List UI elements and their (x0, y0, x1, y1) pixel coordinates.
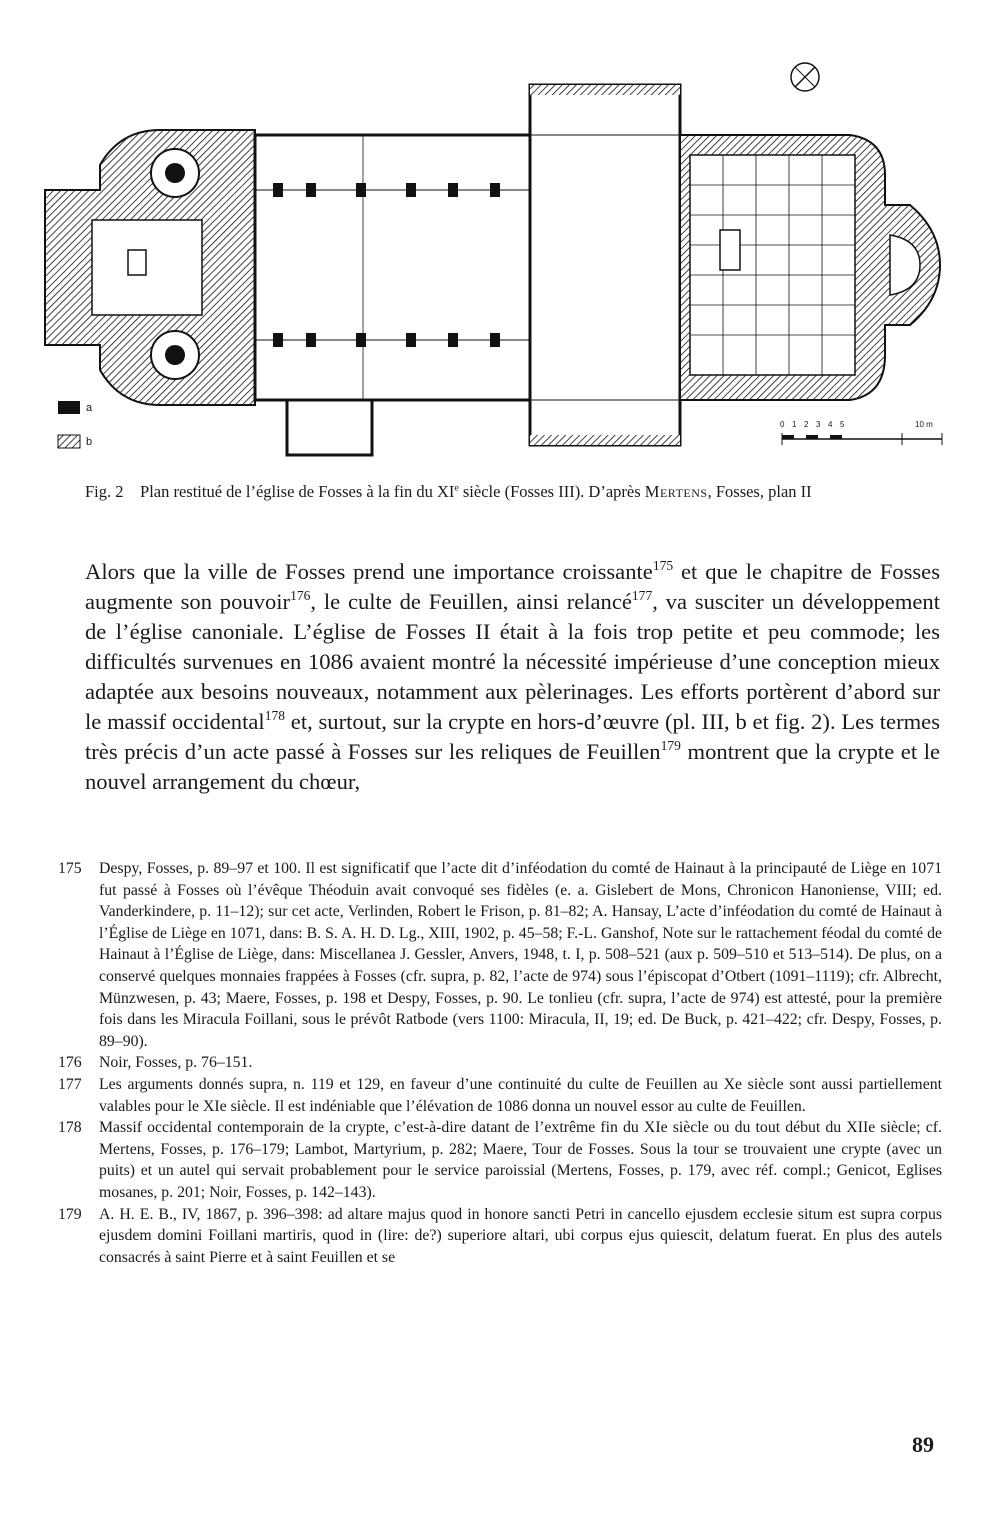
footnote-text: Despy, Fosses, p. 89–97 et 100. Il est significatif que l’acte dit d’inféodation du comté de Hainaut à la principauté de Liège en 1071 fut passé à Fosses où l’évêque Théoduin avait convoqué ses fidèles (e. a. Gislebert de Mons, Chronicon Hanoniense, VIII; ed. Vanderkindere, p. 11–12); sur cet acte, Verlinden, Robert le Frison, p. 81–82; A. Hansay, L’acte d’inféodation du comté de Hainaut à l’Église de Liège en 1071, dans: B. S. A. H. D. Lg., XIII, 1902, p. 45–58; F.-L. Ganshof, Note sur le rattachement féodal du comté de Hainaut à l’Église de Liège, dans: Miscellanea J. Gessler, Anvers, 1948, t. I, p. 508–521 (aux p. 509–510 et 513–514). De plus, on a conservé quelques monnaies frappées à Fosses (cfr. supra, p. 82, l’acte de 974) sous l’épiscopat d’Otbert (1091–1119); cfr. Albrecht, Münzwesen, p. 43; Maere, Fosses, p. 198 et Despy, Fosses, p. 90. Le tonlieu (cfr. supra, l’acte de 974) est attesté, pour la première fois dans les Miracula Foillani, sous le prévôt Ratbode (vers 1100: Miracula, II, 19; ed. De Buck, p. 421–422; cfr. Despy, Fosses, p. 89–90). (99, 860, 942, 1050)
caption-text: siècle (Fosses III). D’après (458, 482, 645, 501)
body-text-run: montrent que la crypte et le nouvel arrangement du chœur, (85, 739, 940, 794)
nave (255, 135, 530, 400)
caption-sup: e (454, 482, 459, 494)
footnote-ref[interactable]: 175 (652, 558, 674, 574)
caption-number: Fig. 2 (85, 482, 124, 501)
south-porch (287, 400, 372, 455)
footnote-number: 175 (58, 860, 82, 877)
caption-author: Mertens (644, 482, 708, 501)
body-text-run: et, surtout, sur la crypte en hors-d’œuvre (pl. III, b et fig. 2). Les termes très précis d’un acte passé à Fosses sur les reliques de Feuillen (85, 709, 940, 764)
footnote (58, 1052, 942, 1074)
scale-tick: 0 (780, 420, 785, 429)
footnote-number: 179 (58, 1205, 82, 1223)
floor-plan-figure (40, 55, 965, 460)
footnote-text: A. H. E. B., IV, 1867, p. 396–398: ad altare majus quod in honore sancti Petri in cancello ejusdem ecclesie situm est supra corpus ejusdem domini Foillani martiris, quod in (lire: de?) superiore altari, ubi corpus ejus quiescit, delatum fuerat. En plus des autels consacrés à saint Pierre et à saint Feuillen et se (99, 1205, 942, 1266)
footnote (58, 1117, 942, 1203)
footnote (58, 1074, 942, 1117)
footnote-text: Les arguments donnés supra, n. 119 et 129, en faveur d’une continuité du culte de Feuillen au Xe siècle sont aussi partiellement valables pour le XIe siècle. Il est indéniable que l’élévation de 1086 donna un nouvel essor au culte de Feuillen. (99, 1075, 942, 1115)
crypt-hall (690, 155, 855, 375)
footnote-ref[interactable]: 179 (660, 738, 681, 754)
scale-tick: 1 (792, 420, 797, 429)
footnote (58, 858, 942, 1052)
body-text-run: , va susciter un développement de l’église canoniale. L’église de Fosses II était à la fois trop petite et peu commode; les difficultés survenues en 1086 avaient montré la nécessité impérieuse d’une conception mieux adaptée aux besoins nouveaux, notamment aux pèlerinages. Les efforts portèrent d’abord sur le massif occidental (85, 589, 940, 734)
scale-tick: 3 (816, 420, 821, 429)
page-number: 89 (912, 1432, 934, 1457)
body-paragraph (85, 557, 940, 797)
footnote-number: 176 (58, 1054, 82, 1072)
footnote-number: 177 (58, 1075, 82, 1093)
scale-bar (782, 433, 942, 445)
legend-label-b: b (86, 436, 93, 448)
caption-text: , Fosses, plan II (707, 482, 812, 501)
north-arrow-icon (791, 63, 819, 91)
scale-tick: 5 (840, 420, 845, 429)
caption-text: Plan restitué de l’église de Fosses à la fin du XI (140, 482, 455, 501)
legend-label-a: a (86, 402, 93, 414)
footnotes (58, 858, 942, 1268)
legend-swatch-a (58, 401, 80, 414)
footnote-ref[interactable]: 176 (290, 588, 311, 604)
footnote (58, 1204, 942, 1269)
scale-tick: 4 (828, 420, 833, 429)
body-text-run: Alors que la ville de Fosses prend une importance croissante (85, 559, 653, 584)
transept (530, 85, 680, 445)
body-text-run: et que le chapitre de Fosses augmente son pouvoir (85, 559, 940, 614)
body-text-run: , le culte de Feuillen, ainsi relancé (310, 589, 632, 614)
footnote-ref[interactable]: 178 (264, 708, 286, 724)
scale-tick: 2 (804, 420, 809, 429)
legend-swatch-b (58, 435, 80, 448)
footnote-ref[interactable]: 177 (631, 588, 653, 604)
footnote-text: Noir, Fosses, p. 76–151. (99, 1054, 253, 1072)
footnote-number: 178 (58, 1119, 82, 1137)
west-chamber (92, 220, 202, 315)
figure-caption (85, 482, 965, 502)
footnote-text: Massif occidental contemporain de la crypte, c’est-à-dire datant de l’extrême fin du XIe siècle ou du tout début du XIIe siècle; cf. Mertens, Fosses, p. 176–179; Lambot, Martyrium, p. 282; Maere, Tour de Fosses. Sous la tour se trouvaient une crypte (avec un puits) et un autel qui servait probablement pour le service paroissial (Mertens, Fosses, p. 179, avec réf. compl.; Genicot, Eglises mosanes, p. 201; Noir, Fosses, p. 142–143). (99, 1119, 942, 1201)
scale-end-label: 10 m (915, 420, 933, 429)
